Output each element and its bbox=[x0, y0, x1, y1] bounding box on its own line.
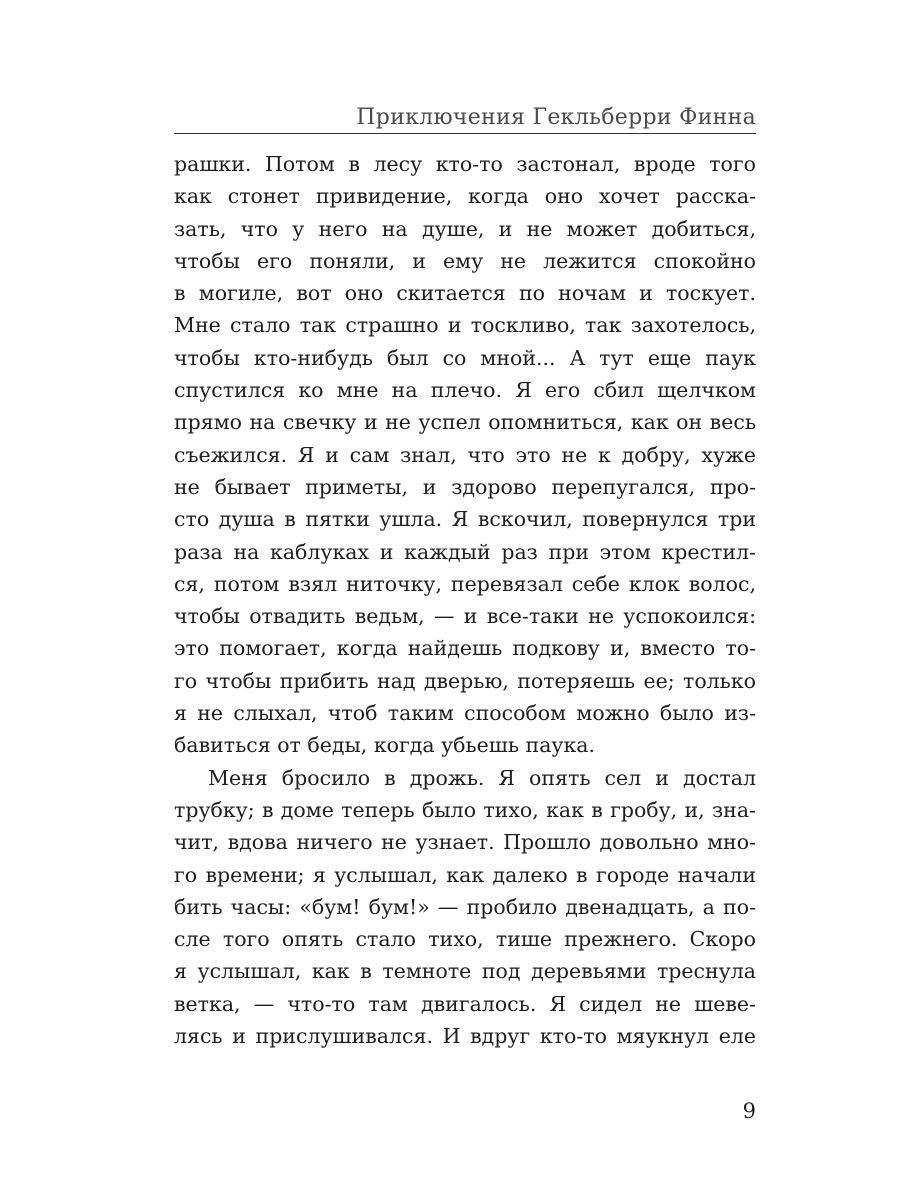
text-line: го чтобы прибить над дверью, потеряешь ее; только bbox=[174, 668, 756, 693]
text-line: спустился ко мне на плечо. Я его сбил щелчком bbox=[174, 378, 756, 403]
text-line: чтобы его поняли, и ему не лежится спокойно bbox=[174, 248, 756, 273]
text-line: сле того опять стало тихо, тише прежнего. Скоро bbox=[174, 927, 756, 952]
running-header-title: Приключения Гекльберри Финна bbox=[356, 105, 756, 130]
body-text bbox=[174, 148, 756, 1052]
text-line: чтобы кто-нибудь был со мной... А тут еще паук bbox=[174, 345, 756, 370]
text-line: Меня бросило в дрожь. Я опять сел и достал bbox=[208, 765, 756, 790]
text-line: раза на каблуках и каждый раз при этом крестил- bbox=[174, 539, 756, 564]
text-line: это помогает, когда найдешь подкову и, вместо то- bbox=[174, 636, 756, 661]
text-line: не бывает приметы, и здорово перепугался, про- bbox=[174, 474, 756, 499]
header-rule bbox=[174, 133, 756, 134]
text-line: я не слыхал, чтоб таким способом можно было из- bbox=[174, 701, 756, 726]
text-line: зать, что у него на душе, и не может добиться, bbox=[174, 216, 756, 241]
text-line: трубку; в доме теперь было тихо, как в гробу, и, зна- bbox=[174, 797, 756, 822]
text-line: бить часы: «бум! бум!» — пробило двенадцать, а по- bbox=[174, 894, 756, 919]
text-line: чтобы отвадить ведьм, — и все-таки не успокоился: bbox=[174, 604, 756, 629]
text-line: чит, вдова ничего не узнает. Прошло довольно мно- bbox=[174, 830, 756, 855]
text-line: бавиться от беды, когда убьешь паука. bbox=[174, 733, 596, 758]
text-line: Мне стало так страшно и тоскливо, так захотелось, bbox=[174, 313, 756, 338]
text-line: в могиле, вот оно скитается по ночам и тоскует. bbox=[174, 281, 756, 306]
page-number: 9 bbox=[742, 1099, 756, 1123]
text-line: ветка, — что-то там двигалось. Я сидел не шеве- bbox=[174, 991, 756, 1016]
text-line: рашки. Потом в лесу кто-то застонал, вроде того bbox=[174, 152, 756, 176]
text-line: лясь и прислушивался. И вдруг кто-то мяукнул еле bbox=[174, 1024, 756, 1049]
text-line: я услышал, как в темноте под деревьями треснула bbox=[174, 959, 756, 984]
text-line: ся, потом взял ниточку, перевязал себе клок волос, bbox=[174, 571, 756, 596]
text-line: сто душа в пятки ушла. Я вскочил, повернулся три bbox=[174, 507, 756, 532]
text-line: съежился. Я и сам знал, что это не к добру, хуже bbox=[174, 442, 756, 467]
text-line: как стонет привидение, когда оно хочет расска- bbox=[174, 184, 756, 209]
text-line: прямо на свечку и не успел опомниться, как он весь bbox=[174, 410, 756, 435]
text-line: го времени; я услышал, как далеко в городе начали bbox=[174, 862, 756, 887]
